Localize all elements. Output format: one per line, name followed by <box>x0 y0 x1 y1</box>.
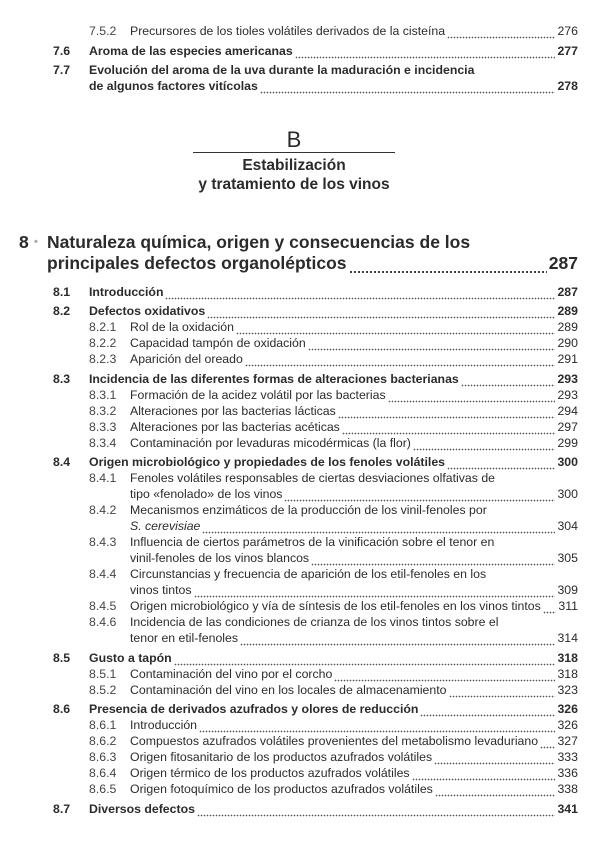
entry-title-line: Aparición del oreado <box>130 352 243 366</box>
dot-leader <box>260 84 556 94</box>
toc-entry-8-4-1[interactable] <box>0 470 600 502</box>
entry-body <box>89 371 578 387</box>
toc-entry-8-3[interactable] <box>0 371 600 387</box>
entry-body <box>89 650 578 666</box>
toc-entry-8-3-1[interactable] <box>0 387 600 403</box>
dot-leader <box>202 524 555 534</box>
entry-last-line <box>89 303 578 319</box>
dot-leader <box>543 604 557 614</box>
page-number: 294 <box>557 403 578 418</box>
entry-title-line: Contaminación del vino en los locales de almacenamiento <box>130 682 447 697</box>
toc-entry-8-4[interactable] <box>0 454 600 470</box>
entry-number: 8.4.2 <box>89 503 117 517</box>
toc-entry-8-4-3[interactable] <box>0 534 600 566</box>
page-number: 289 <box>557 320 578 334</box>
page-number: 287 <box>548 253 578 273</box>
entry-title-line: Circunstancias y frecuencia de aparición de los etil-fenoles en los <box>130 567 487 581</box>
entry-number: 8.4.4 <box>89 567 117 581</box>
toc-entry-8-4-5[interactable] <box>0 598 600 614</box>
page-number: 326 <box>557 718 578 732</box>
chapter-number: 8 <box>19 232 29 252</box>
entry-title-line: Capacidad tampón de oxidación <box>130 336 306 350</box>
entry-last-line <box>130 387 578 403</box>
page-number: 289 <box>557 304 578 318</box>
page-number: 318 <box>557 650 578 665</box>
entry-title-line: Formación de la acidez volátil por las bacterias <box>130 387 386 402</box>
page-number: 304 <box>557 519 578 533</box>
page-number: 300 <box>557 487 578 501</box>
entry-title-line: Rol de la oxidación <box>130 320 234 334</box>
entry-body <box>130 319 578 335</box>
entry-body <box>130 502 578 534</box>
entry-last-line <box>89 371 578 387</box>
page-number: 314 <box>557 631 578 645</box>
page-number: 297 <box>557 419 578 434</box>
entry-number: 8.7 <box>53 801 71 816</box>
part-title-line: y tratamiento de los vinos <box>198 176 390 193</box>
dot-leader <box>240 636 555 646</box>
toc-entry-8-7[interactable] <box>0 801 600 817</box>
entry-body <box>130 717 578 733</box>
dot-leader <box>413 441 556 451</box>
entry-body <box>130 470 578 502</box>
page-number: 290 <box>557 336 578 350</box>
part-letter: B <box>286 127 302 152</box>
entry-last-line <box>89 801 578 817</box>
entry-title-line: Introducción <box>89 284 164 299</box>
dot-leader <box>420 707 555 717</box>
entry-title-line: Origen microbiológico y vía de síntesis de los etil-fenoles en los vinos tintos <box>130 599 541 613</box>
toc-entry-8-6-1[interactable] <box>0 717 600 733</box>
entry-title-line: Origen fotoquímico de los productos azufrados volátiles <box>130 782 433 796</box>
toc-entry-8-2-2[interactable] <box>0 335 600 351</box>
entry-last-line <box>130 23 578 39</box>
dot-leader <box>284 492 555 502</box>
entry-body <box>130 387 578 403</box>
page-number: 293 <box>557 371 578 386</box>
entry-title-line: Origen microbiológico y propiedades de los fenoles volátiles <box>89 455 446 469</box>
entry-body <box>130 781 578 797</box>
dot-leader <box>434 755 555 765</box>
dot-leader <box>412 771 556 781</box>
entry-number: 7.5.2 <box>89 24 117 38</box>
entry-last-line <box>130 682 578 698</box>
entry-number: 8.4.1 <box>89 471 117 485</box>
toc-entry-8-2-1[interactable] <box>0 319 600 335</box>
entry-last-line <box>130 666 578 682</box>
dot-leader <box>435 787 556 797</box>
page-number: 305 <box>557 551 578 565</box>
dot-leader <box>461 377 556 387</box>
toc-entry-8-2-3[interactable] <box>0 351 600 367</box>
page-number: 287 <box>557 284 578 299</box>
page-number: 278 <box>557 79 578 93</box>
entry-title-line: Incidencia de las diferentes formas de alteraciones bacterianas <box>89 371 459 386</box>
entry-number: 7.6 <box>53 43 71 58</box>
dot-leader <box>447 460 555 470</box>
toc-entry-7-6[interactable] <box>0 43 600 59</box>
entry-body <box>130 351 578 367</box>
dot-leader <box>449 688 556 698</box>
entry-title-line: Contaminación por levaduras micodérmicas (la flor) <box>130 435 411 450</box>
entry-body <box>130 335 578 351</box>
page-number: 277 <box>557 43 578 58</box>
entry-body <box>130 765 578 781</box>
toc-entry-8-6[interactable] <box>0 701 600 717</box>
entry-last-line <box>130 486 578 502</box>
entry-title-line: Fenoles volátiles responsables de ciertas desviaciones olfativas de <box>130 471 496 485</box>
entry-body <box>130 598 578 614</box>
dot-leader <box>197 807 556 817</box>
toc-entry-8-6-4[interactable] <box>0 765 600 781</box>
toc-entry-7-5-2[interactable] <box>0 23 600 39</box>
entry-last-line <box>89 701 578 717</box>
entry-title-line: Compuestos azufrados volátiles provenientes del metabolismo levaduriano <box>130 734 539 748</box>
entry-last-line <box>89 650 578 666</box>
page-number: 318 <box>557 666 578 681</box>
entry-title-line: Mecanismos enzimáticos de la producción de los vinil-fenoles por <box>130 503 487 517</box>
page-number: 276 <box>557 24 578 38</box>
entry-title-line: tenor en etil-fenoles <box>130 631 239 645</box>
dot-leader <box>236 325 556 335</box>
entry-last-line <box>130 582 578 598</box>
entry-last-line <box>130 403 578 419</box>
entry-last-line <box>130 319 578 335</box>
part-title-line: Estabilización <box>242 157 346 174</box>
dot-leader <box>447 29 555 39</box>
page-number: 300 <box>557 455 578 469</box>
page-number: 338 <box>557 782 578 796</box>
entry-title-line: vinil-fenoles de los vinos blancos <box>130 551 310 565</box>
entry-last-line <box>89 284 578 300</box>
entry-last-line <box>130 550 578 566</box>
toc-entry-8-3-4[interactable] <box>0 435 600 451</box>
toc-entry-8-1[interactable] <box>0 284 600 300</box>
toc-entry-8-6-5[interactable] <box>0 781 600 797</box>
page-number: 323 <box>557 682 578 697</box>
entry-title-line: Defectos oxidativos <box>89 304 206 318</box>
toc-entry-7-7[interactable] <box>0 62 600 94</box>
dot-leader <box>295 49 556 59</box>
entry-number: 8.1 <box>53 284 71 299</box>
toc-entry-8-4-4[interactable] <box>0 566 600 598</box>
entry-body <box>130 23 578 39</box>
entry-title-line: Origen térmico de los productos azufrados volátiles <box>130 766 410 780</box>
entry-body <box>130 733 578 749</box>
entry-last-line <box>130 717 578 733</box>
bullet-icon: • <box>34 236 38 248</box>
entry-body <box>130 566 578 598</box>
entry-title-line: Diversos defectos <box>89 801 195 816</box>
entry-title-line: Origen fitosanitario de los productos azufrados volátiles <box>130 750 433 764</box>
entry-number: 8.4 <box>53 455 71 469</box>
toc-entry-8-6-2[interactable] <box>0 733 600 749</box>
page-number: 326 <box>557 702 578 716</box>
entry-title-line: vinos tintos <box>130 583 192 597</box>
entry-number: 8.2.2 <box>89 336 117 350</box>
toc-entry-8-5[interactable] <box>0 650 600 666</box>
part-title <box>0 156 588 194</box>
dot-leader <box>194 588 556 598</box>
toc-entry-8-5-2[interactable] <box>0 682 600 698</box>
entry-body <box>130 534 578 566</box>
entry-number: 8.3.3 <box>89 419 117 434</box>
entry-body <box>89 801 578 817</box>
entry-body <box>89 284 578 300</box>
dot-leader <box>388 393 556 403</box>
dot-leader <box>308 341 556 351</box>
entry-number: 8.3 <box>53 371 71 386</box>
entry-title-line: Introducción <box>130 718 197 732</box>
page-number: 327 <box>557 734 578 748</box>
chapter-toc <box>0 284 600 817</box>
entry-number: 7.7 <box>53 63 71 77</box>
entry-last-line <box>89 78 578 94</box>
entry-body <box>130 682 578 698</box>
entry-number: 8.3.2 <box>89 403 117 418</box>
entry-number: 8.6.2 <box>89 734 117 748</box>
entry-last-line <box>89 454 578 470</box>
entry-last-line <box>130 351 578 367</box>
entry-number: 8.4.6 <box>89 615 117 629</box>
entry-title-line: Alteraciones por las bacterias lácticas <box>130 403 336 418</box>
toc-entry-8-4-2[interactable] <box>0 502 600 534</box>
entry-last-line <box>130 630 578 646</box>
entry-title-line: Aroma de las especies americanas <box>89 43 293 58</box>
entry-number: 8.5.1 <box>89 666 117 681</box>
entry-number: 8.4.3 <box>89 535 117 549</box>
previous-chapter-entries <box>0 23 600 94</box>
entry-last-line <box>130 765 578 781</box>
entry-last-line <box>130 733 578 749</box>
toc-entry-8-4-6[interactable] <box>0 614 600 646</box>
entry-title-line: Precursores de los tioles volátiles derivados de la cisteína <box>130 24 446 38</box>
entry-title-line: Gusto a tapón <box>89 650 172 665</box>
entry-number: 8.5.2 <box>89 682 117 697</box>
entry-number: 8.6 <box>53 702 71 716</box>
dot-leader <box>165 290 555 300</box>
entry-title-line: Influencia de ciertos parámetros de la vinificación sobre el tenor en <box>130 535 495 549</box>
page-number: 291 <box>557 352 578 366</box>
dot-leader <box>338 409 556 419</box>
toc-entry-8-5-1[interactable] <box>0 666 600 682</box>
chapter-title-line: Naturaleza química, origen y consecuencias de los <box>47 232 471 252</box>
entry-last-line <box>130 335 578 351</box>
entry-body <box>89 62 578 94</box>
dot-leader <box>342 425 556 435</box>
entry-body <box>89 701 578 717</box>
entry-number: 8.2 <box>53 304 71 318</box>
toc-entry-8-2[interactable] <box>0 303 600 319</box>
page-number: 336 <box>557 766 578 780</box>
entry-title-line: tipo «fenolado» de los vinos <box>130 487 283 501</box>
dot-leader <box>207 309 555 319</box>
entry-title-line: S. cerevisiae <box>130 519 201 533</box>
entry-title-line: Alteraciones por las bacterias acéticas <box>130 419 340 434</box>
page-number: 311 <box>558 599 578 613</box>
entry-body <box>130 749 578 765</box>
entry-number: 8.6.1 <box>89 718 117 732</box>
entry-number: 8.2.3 <box>89 352 117 366</box>
dot-leader <box>349 262 547 274</box>
dot-leader <box>245 357 556 367</box>
entry-last-line <box>89 43 578 59</box>
entry-last-line <box>130 749 578 765</box>
entry-last-line <box>130 435 578 451</box>
entry-number: 8.5 <box>53 650 71 665</box>
entry-body <box>89 454 578 470</box>
entry-body <box>89 43 578 59</box>
entry-body <box>130 614 578 646</box>
entry-number: 8.6.4 <box>89 766 117 780</box>
page-number: 333 <box>557 750 578 764</box>
dot-leader <box>540 739 555 749</box>
entry-last-line <box>130 518 578 534</box>
entry-body <box>130 666 578 682</box>
entry-number: 8.2.1 <box>89 320 117 334</box>
entry-number: 8.6.3 <box>89 750 117 764</box>
chapter-heading[interactable] <box>0 232 600 274</box>
entry-number: 8.3.4 <box>89 435 117 450</box>
entry-last-line <box>130 419 578 435</box>
dot-leader <box>199 723 555 733</box>
entry-body <box>130 403 578 419</box>
page-number: 341 <box>557 801 578 816</box>
dot-leader <box>174 656 556 666</box>
entry-title-line: Contaminación del vino por el corcho <box>130 666 333 681</box>
entry-last-line <box>130 781 578 797</box>
entry-number: 8.3.1 <box>89 387 117 402</box>
dot-leader <box>311 556 555 566</box>
entry-body <box>130 435 578 451</box>
chapter-title-line: principales defectos organolépticos <box>47 253 347 273</box>
toc-entry-8-3-2[interactable] <box>0 403 600 419</box>
toc-entry-8-6-3[interactable] <box>0 749 600 765</box>
entry-body <box>89 303 578 319</box>
entry-title-line: Incidencia de las condiciones de crianza de los vinos tintos sobre el <box>130 615 499 629</box>
part-divider <box>193 152 395 153</box>
page-number: 309 <box>557 583 578 597</box>
dot-leader <box>334 672 555 682</box>
page-number: 293 <box>557 387 578 402</box>
entry-last-line <box>130 598 578 614</box>
entry-number: 8.4.5 <box>89 599 117 613</box>
entry-title-line: Presencia de derivados azufrados y olores de reducción <box>89 702 419 716</box>
entry-title-line: de algunos factores vitícolas <box>89 79 258 93</box>
entry-number: 8.6.5 <box>89 782 117 796</box>
toc-entry-8-3-3[interactable] <box>0 419 600 435</box>
entry-title-line: Evolución del aroma de la uva durante la maduración e incidencia <box>89 63 475 77</box>
entry-body <box>130 419 578 435</box>
page-number: 299 <box>557 435 578 450</box>
